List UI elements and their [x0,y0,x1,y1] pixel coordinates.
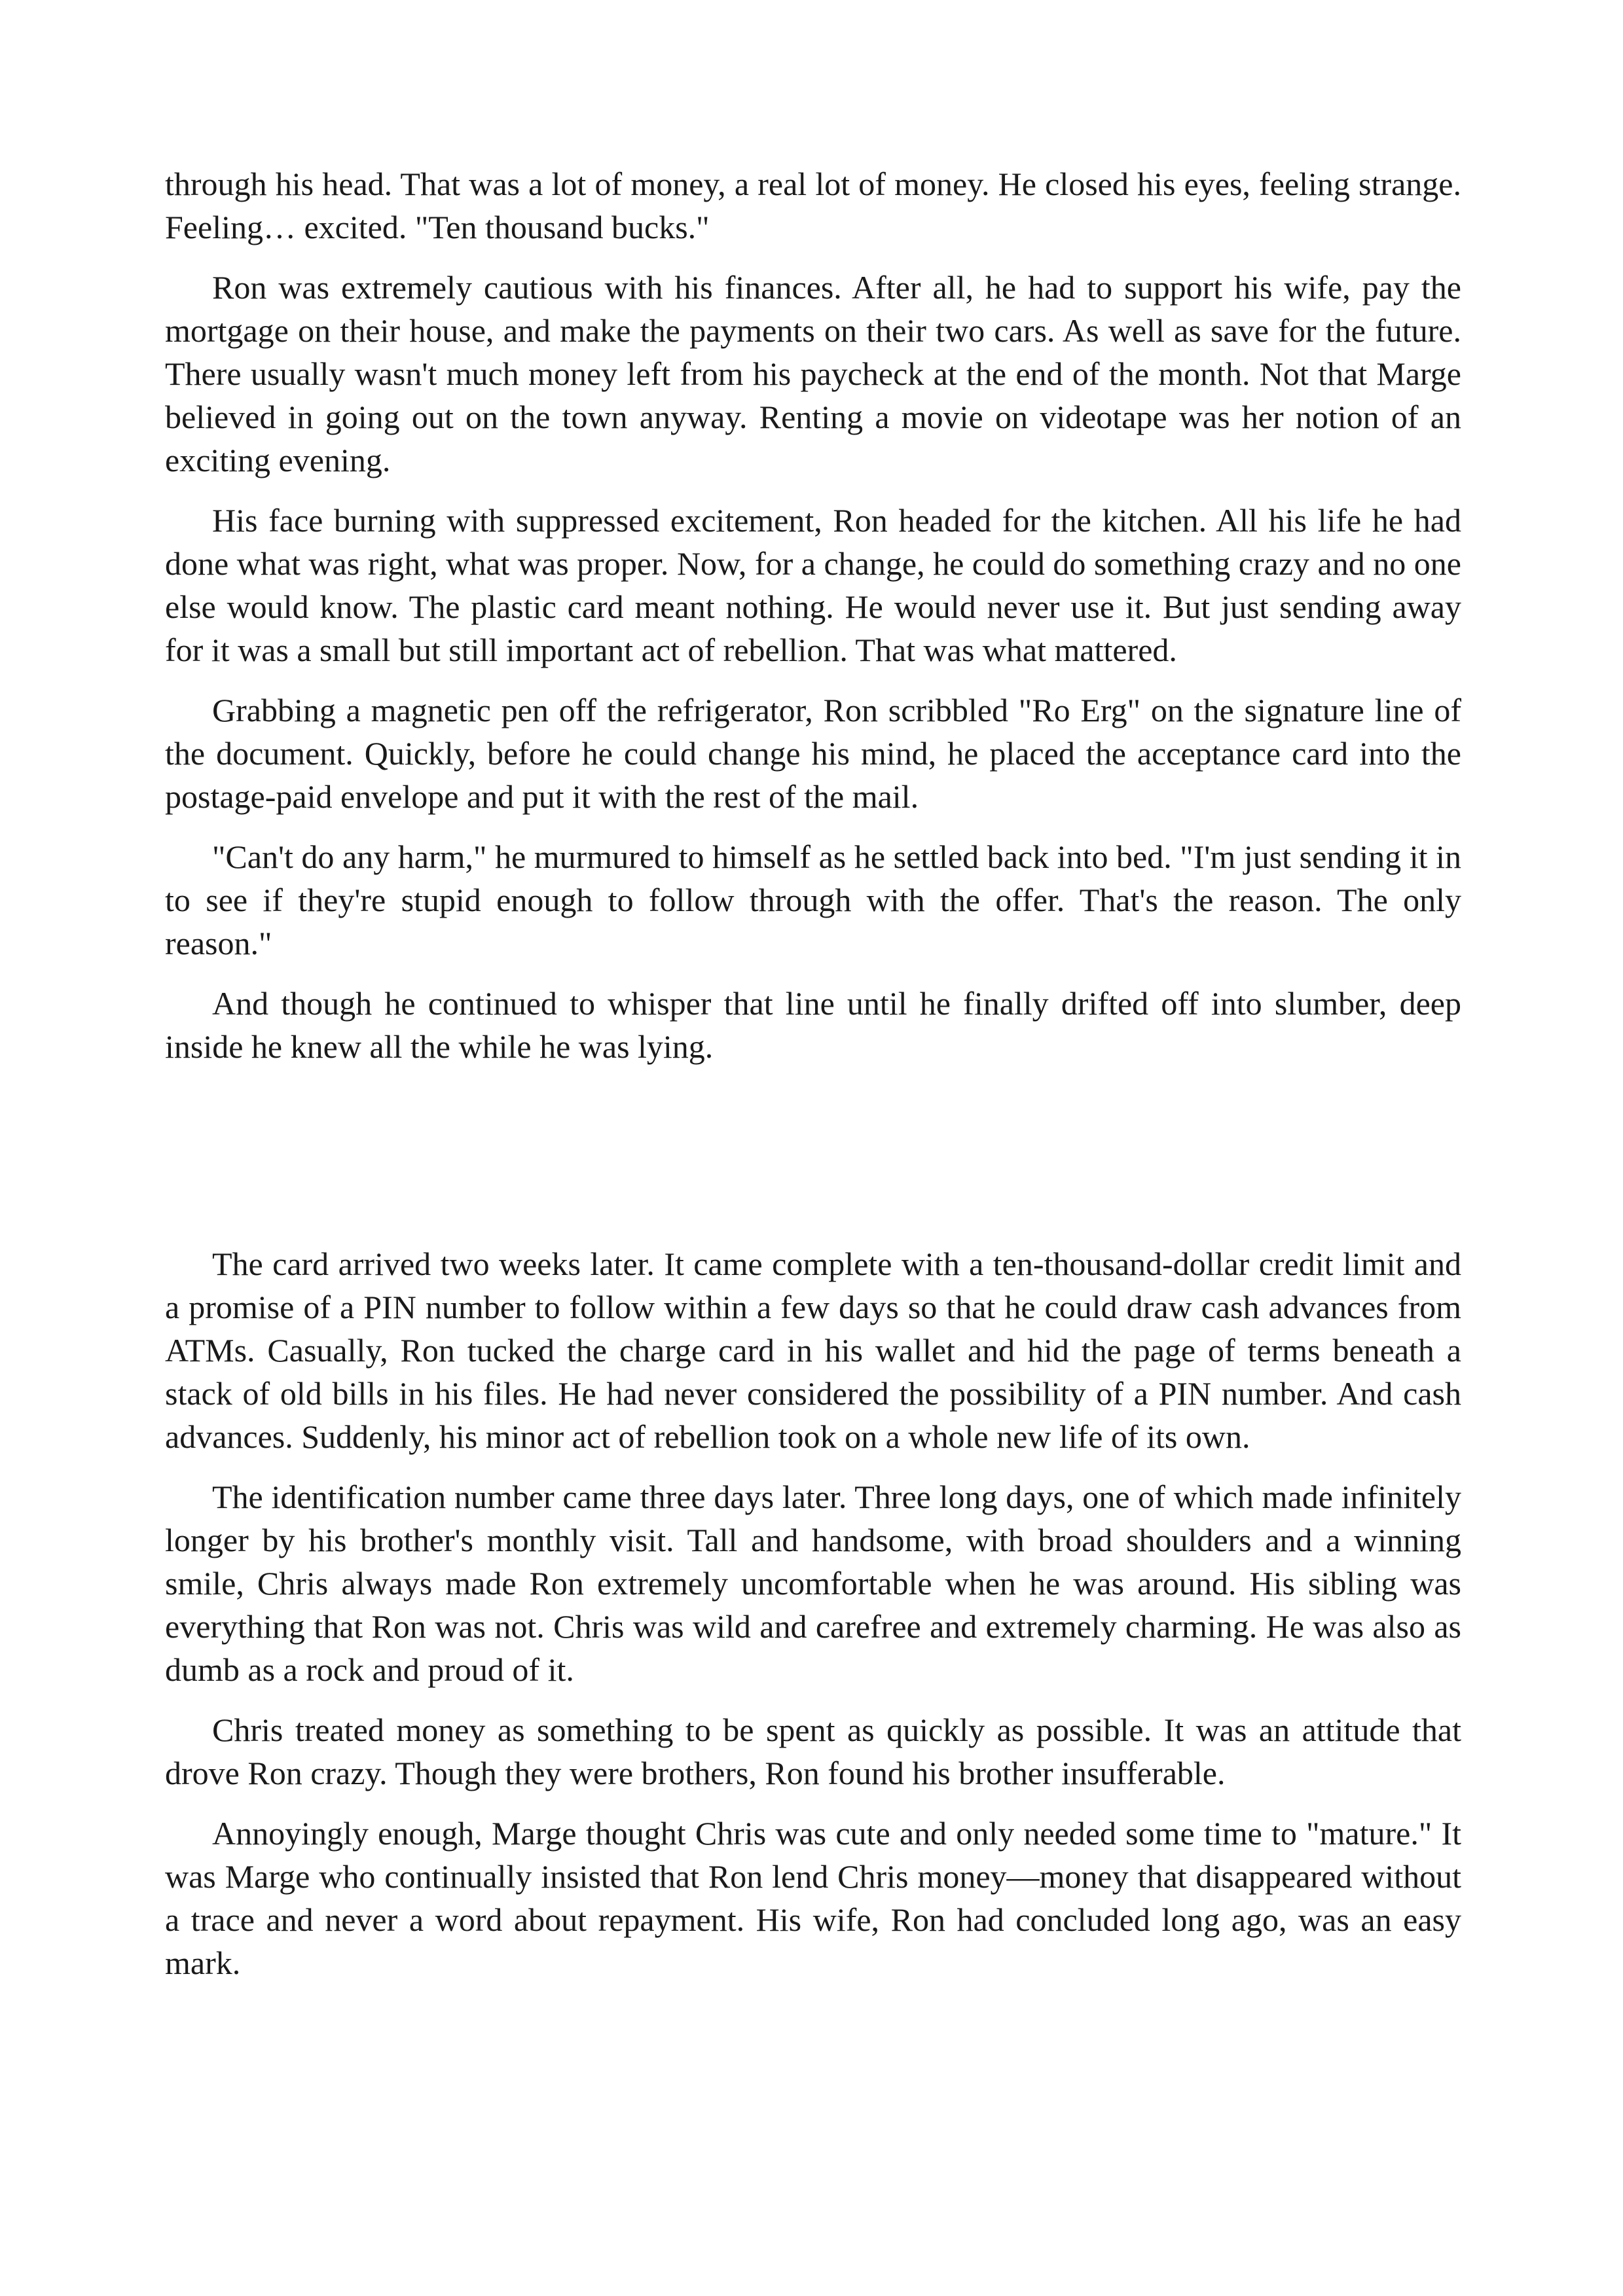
paragraph: Annoyingly enough, Marge thought Chris was cute and only needed some time to "mature." It was Marge who continually insisted that Ron lend Chris money—money that disappeared without a trace and never a word about repayment. His wife, Ron had concluded long ago, was an easy mark. [165,1815,1461,1981]
paragraph: The card arrived two weeks later. It came complete with a ten-thousand-dollar credit limit and a promise of a PIN number to follow within a few days so that he could draw cash advances from ATMs. Casually, Ron tucked the charge card in his wallet and hid the page of terms beneath a stack of old bills in his files. He had never considered the possibility of a PIN number. And cash advances. Suddenly, his minor act of rebellion took on a whole new life of its own. [165,1246,1461,1455]
paragraph: And though he continued to whisper that line until he finally drifted off into slumber, deep inside he knew all the while he was lying. [165,985,1461,1065]
paragraph: Grabbing a magnetic pen off the refrigerator, Ron scribbled "Ro Erg" on the signature line of the document. Quickly, before he could change his mind, he placed the acceptance card into the postage-paid envelope and put it with the rest of the mail. [165,692,1461,815]
paragraph: His face burning with suppressed excitement, Ron headed for the kitchen. All his life he had done what was right, what was proper. Now, for a change, he could do something crazy and no one else would know. The plastic card meant nothing. He would never use it. But just sending away for it was a small but still important act of rebellion. That was what mattered. [165,502,1461,668]
paragraph: Ron was extremely cautious with his finances. After all, he had to support his wife, pay the mortgage on their house, and make the payments on their two cars. As well as save for the future. There usually wasn't much money left from his paycheck at the end of the month. Not that Marge believed in going out on the town anyway. Renting a movie on videotape was her notion of an exciting evening. [165,269,1461,478]
paragraph: through his head. That was a lot of money, a real lot of money. He closed his eyes, feeling strange. Feeling… excited. "Ten thousand bucks." [165,166,1461,245]
text-section-1 [165,162,1461,1085]
paragraph: "Can't do any harm," he murmured to himself as he settled back into bed. "I'm just sending it in to see if they're stupid enough to follow through with the offer. That's the reason. The only reason." [165,838,1461,961]
paragraph: The identification number came three days later. Three long days, one of which made infinitely longer by his brother's monthly visit. Tall and handsome, with broad shoulders and a winning smile, Chris always made Ron extremely uncomfortable when he was around. His sibling was everything that Ron was not. Chris was wild and carefree and extremely charming. He was also as dumb as a rock and proud of it. [165,1479,1461,1688]
text-section-2 [165,1242,1461,2001]
paragraph: Chris treated money as something to be spent as quickly as possible. It was an attitude that drove Ron crazy. Though they were brothers, Ron found his brother insufferable. [165,1712,1461,1791]
